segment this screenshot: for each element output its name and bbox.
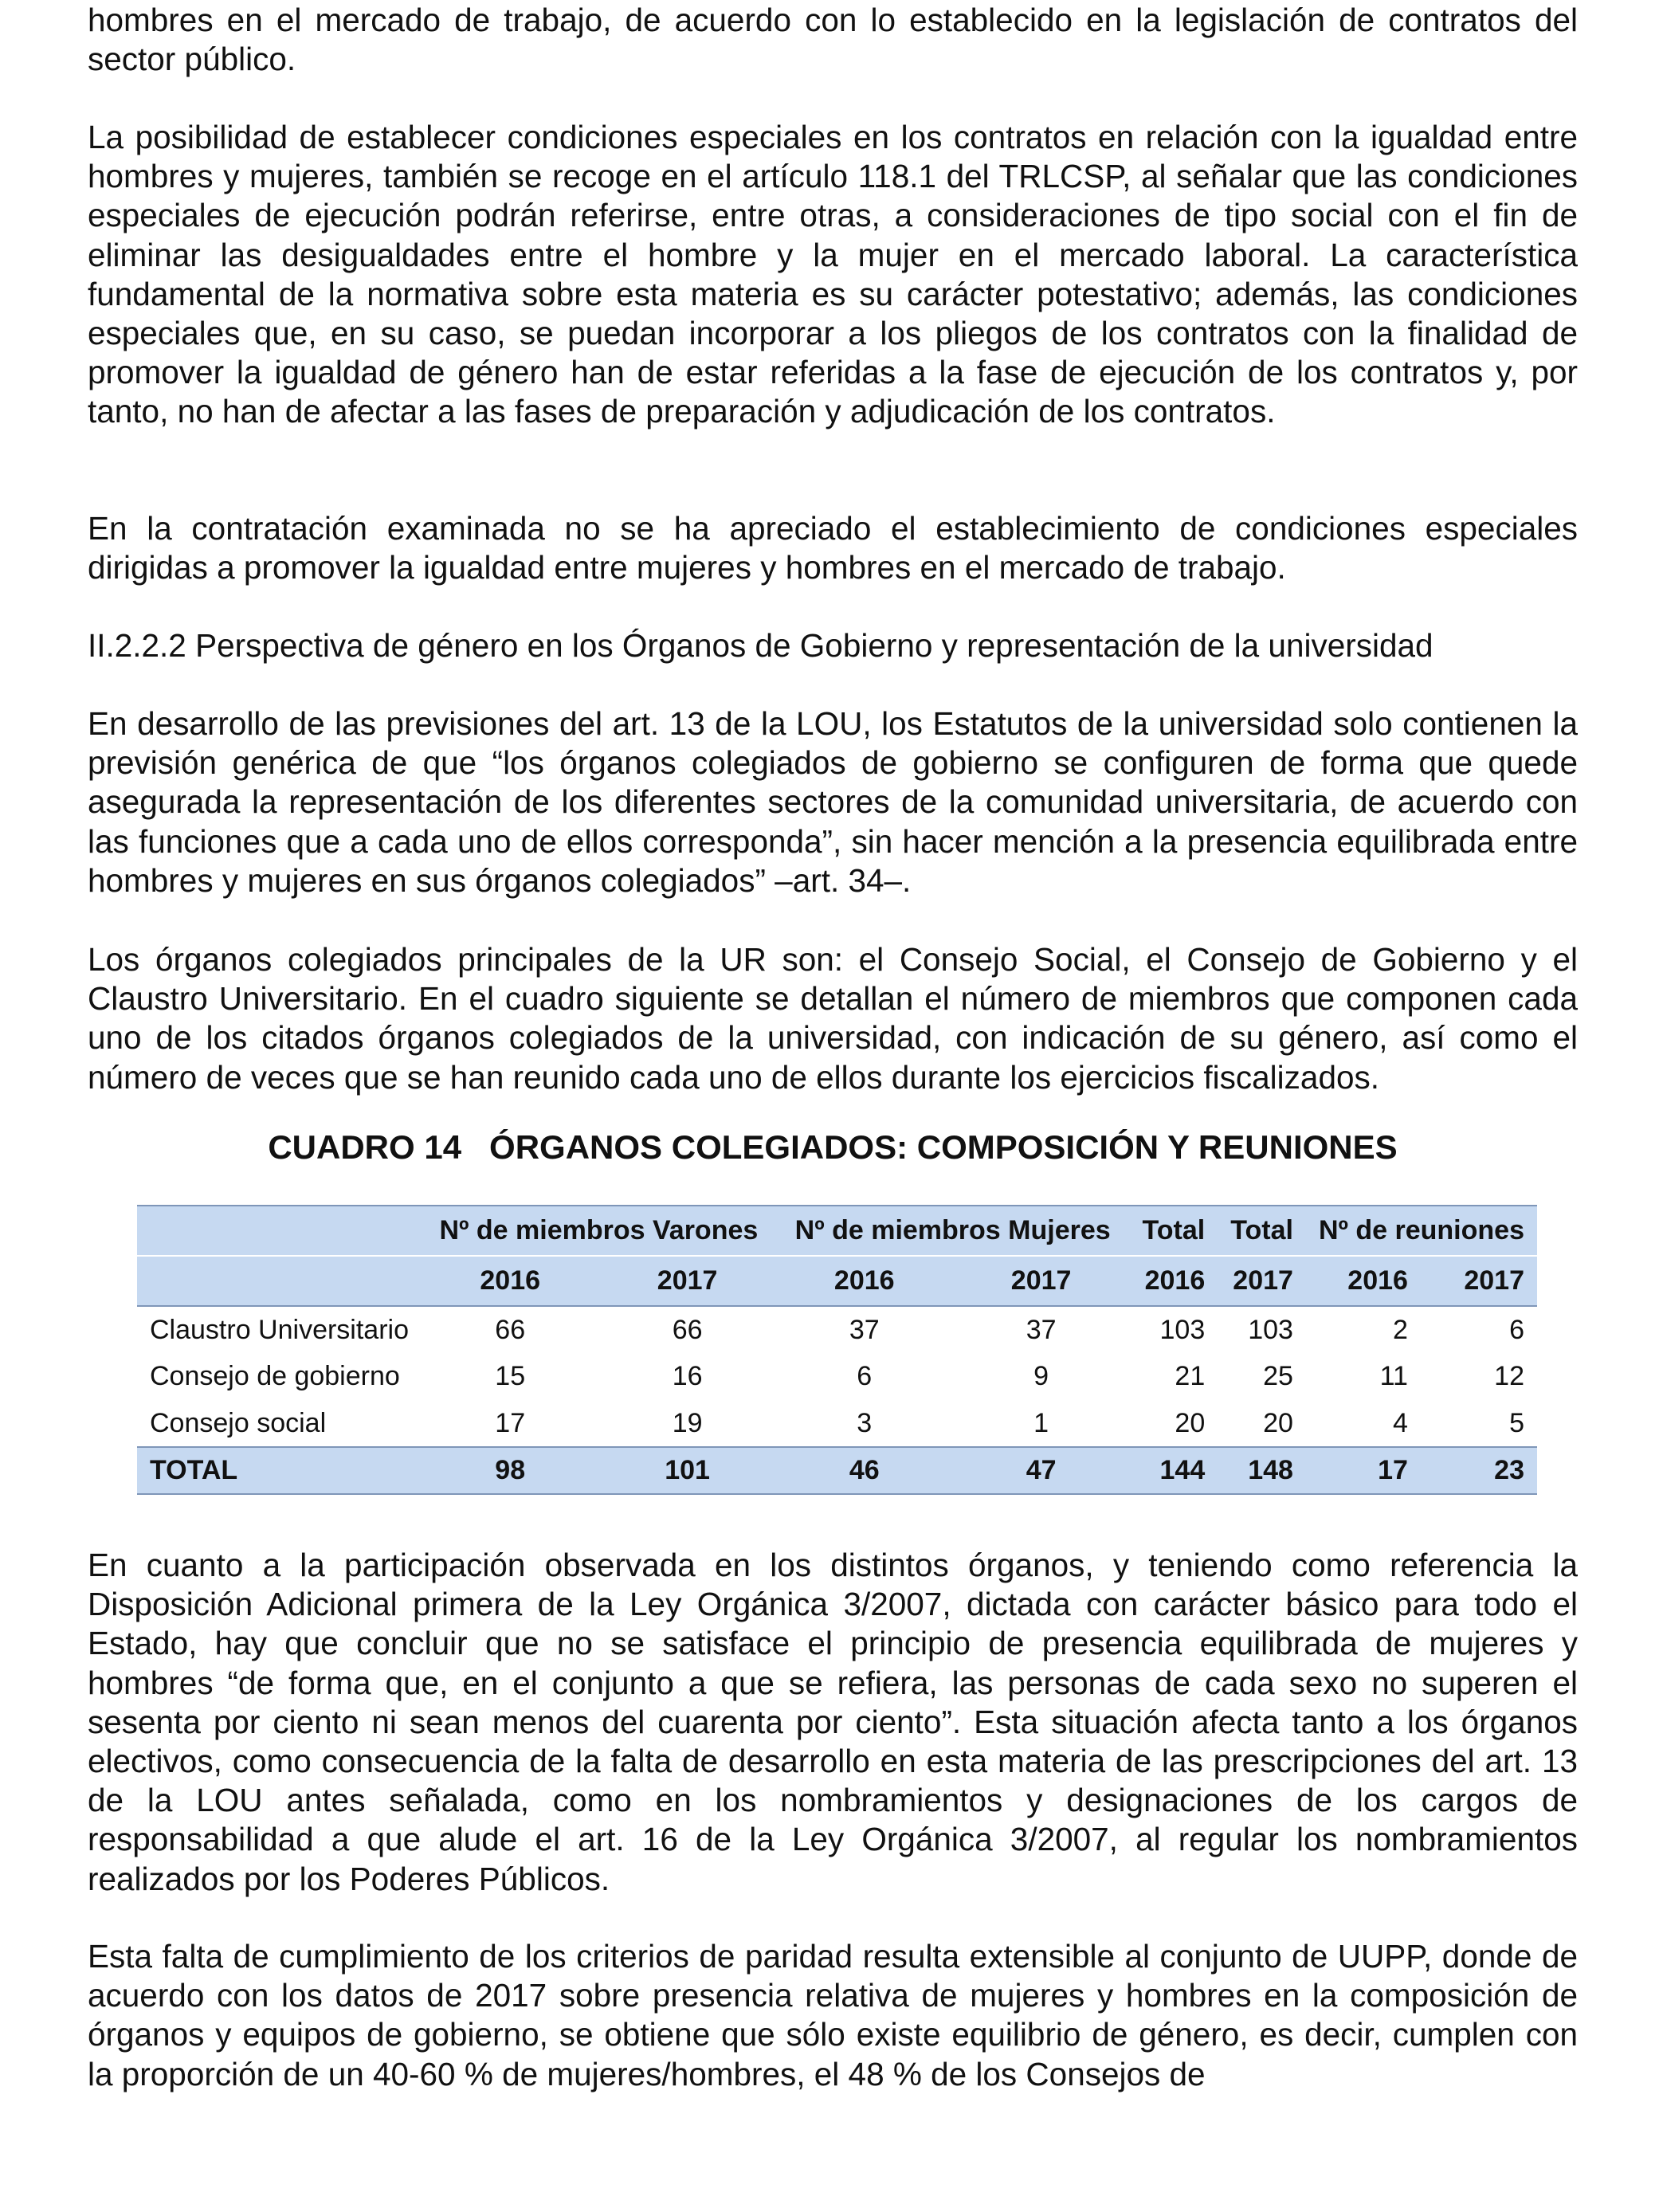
paragraph-3: En la contratación examinada no se ha apreciado el establecimiento de condiciones especiales dirigidas a promover la igualdad entre mujeres y hombres en el mercado de trabajo. xyxy=(88,510,1578,586)
table-cell: 20 xyxy=(1175,1407,1206,1438)
year-header: 2016 xyxy=(833,1265,895,1296)
table-cell: 37 xyxy=(1026,1314,1057,1345)
total-cell: 17 xyxy=(1378,1455,1408,1485)
section-heading: II.2.2.2 Perspectiva de género en los Órganos de Gobierno y representación de la universidad xyxy=(88,627,1433,664)
table-cell: 4 xyxy=(1393,1407,1408,1438)
year-header: 2016 xyxy=(1347,1265,1408,1296)
year-header: 2017 xyxy=(1010,1265,1072,1296)
header-total-2016: Total xyxy=(1142,1215,1206,1245)
organos-table xyxy=(137,1205,1537,1495)
table-cell: 6 xyxy=(857,1361,873,1391)
table-year-row xyxy=(137,1256,1537,1306)
table-cell: 103 xyxy=(1248,1314,1293,1345)
table-cell: 17 xyxy=(495,1407,526,1438)
header-mujeres: Nº de miembros Mujeres xyxy=(794,1215,1111,1245)
table-header-row xyxy=(137,1206,1537,1256)
header-varones: Nº de miembros Varones xyxy=(439,1215,759,1245)
table-cell: 37 xyxy=(849,1314,880,1345)
table-cell: 12 xyxy=(1494,1361,1524,1391)
table-cell: 9 xyxy=(1033,1361,1049,1391)
table-cell: 103 xyxy=(1159,1314,1206,1345)
year-header: 2016 xyxy=(1144,1265,1206,1296)
total-cell: 46 xyxy=(849,1455,880,1485)
year-header: 2017 xyxy=(1464,1265,1524,1296)
total-cell: 98 xyxy=(495,1455,526,1485)
table-cell: 19 xyxy=(672,1407,703,1438)
table-cell: 6 xyxy=(1509,1314,1524,1345)
paragraph-4: En desarrollo de las previsiones del art. 13 de la LOU, los Estatutos de la universidad solo contienen la previsión genérica de que “los órganos colegiados de gobierno se configuren de forma que quede asegurada la representación de los diferentes sectores de la comunidad universitaria, de acuerdo con las funciones que a cada uno de ellos corresponda”, sin hacer mención a la presencia equilibrada entre hombres y mujeres en sus órganos colegiados” –art. 34–. xyxy=(88,705,1578,899)
table-cell: 1 xyxy=(1033,1407,1049,1438)
organos-table-grid xyxy=(137,1205,1537,1495)
table-row xyxy=(137,1353,1537,1400)
table-cell: 21 xyxy=(1175,1361,1206,1391)
paragraph-6: En cuanto a la participación observada en los distintos órganos, y teniendo como referencia la Disposición Adicional primera de la Ley Orgánica 3/2007, dictada con carácter básico para todo el Estado, hay que concluir que no se satisface el principio de presencia equilibrada de mujeres y hombres “de forma que, en el conjunto a que se refiera, las personas de cada sexo no superen el sesenta por ciento ni sean menos del cuarenta por ciento”. Esta situación afecta tanto a los órganos electivos, como consecuencia de la falta de desarrollo en esta materia de las prescripciones del art. 13 de la LOU antes señalada, como en los nombramientos y designaciones de los cargos de responsabilidad a que alude el art. 16 de la Ley Orgánica 3/2007, al regular los nombramientos realizados por los Poderes Públicos. xyxy=(88,1547,1578,1897)
table-cell: 25 xyxy=(1263,1361,1293,1391)
table-total-row xyxy=(137,1447,1537,1494)
total-cell: 101 xyxy=(665,1455,710,1485)
table-cell: 20 xyxy=(1263,1407,1293,1438)
table-cell: 5 xyxy=(1509,1407,1524,1438)
row-label: Consejo de gobierno xyxy=(150,1361,400,1391)
table-row xyxy=(137,1400,1537,1447)
paragraph-1: hombres en el mercado de trabajo, de acuerdo con lo establecido en la legislación de contratos del sector público. xyxy=(88,2,1578,78)
paragraph-7: Esta falta de cumplimiento de los criterios de paridad resulta extensible al conjunto de UUPP, donde de acuerdo con los datos de 2017 sobre presencia relativa de mujeres y hombres en la composición de órganos y equipos de gobierno, se obtiene que sólo existe equilibrio de género, es decir, cumplen con la proporción de un 40-60 % de mujeres/hombres, el 48 % de los Consejos de xyxy=(88,1938,1578,2092)
total-cell: 144 xyxy=(1159,1455,1206,1485)
total-cell: 148 xyxy=(1248,1455,1293,1485)
table-row xyxy=(137,1306,1537,1353)
year-header: 2017 xyxy=(1233,1265,1293,1296)
row-label: Consejo social xyxy=(150,1407,327,1438)
table-cell: 66 xyxy=(495,1314,526,1345)
total-label: TOTAL xyxy=(150,1455,238,1485)
table-cell: 2 xyxy=(1393,1314,1408,1345)
table-cell: 15 xyxy=(495,1361,526,1391)
header-reuniones: Nº de reuniones xyxy=(1318,1215,1524,1245)
header-empty xyxy=(137,1256,422,1306)
year-header: 2017 xyxy=(657,1265,718,1296)
header-empty xyxy=(137,1206,422,1256)
row-label: Claustro Universitario xyxy=(150,1314,409,1345)
paragraph-5: Los órganos colegiados principales de la UR son: el Consejo Social, el Consejo de Gobierno y el Claustro Universitario. En el cuadro siguiente se detallan el número de miembros que componen cada uno de los citados órganos colegiados de la universidad, con indicación de su género, así como el número de veces que se han reunido cada uno de ellos durante los ejercicios fiscalizados. xyxy=(88,941,1578,1096)
total-cell: 23 xyxy=(1494,1455,1524,1485)
table-caption: CUADRO 14 ÓRGANOS COLEGIADOS: COMPOSICIÓN Y REUNIONES xyxy=(268,1128,1398,1166)
header-total-2017: Total xyxy=(1230,1215,1293,1245)
table-cell: 11 xyxy=(1379,1361,1408,1391)
table-cell: 3 xyxy=(857,1407,873,1438)
table-cell: 16 xyxy=(672,1361,703,1391)
paragraph-2: La posibilidad de establecer condiciones especiales en los contratos en relación con la igualdad entre hombres y mujeres, también se recoge en el artículo 118.1 del TRLCSP, al señalar que las condiciones especiales de ejecución podrán referirse, entre otras, a consideraciones de tipo social con el fin de eliminar las desigualdades entre el hombre y la mujer en el mercado laboral. La característica fundamental de la normativa sobre esta materia es su carácter potestativo; además, las condiciones especiales que, en su caso, se puedan incorporar a los pliegos de los contratos con la finalidad de promover la igualdad de género han de estar referidas a la fase de ejecución de los contratos y, por tanto, no han de afectar a las fases de preparación y adjudicación de los contratos. xyxy=(88,119,1578,430)
table-cell: 66 xyxy=(672,1314,703,1345)
year-header: 2016 xyxy=(480,1265,541,1296)
total-cell: 47 xyxy=(1026,1455,1057,1485)
